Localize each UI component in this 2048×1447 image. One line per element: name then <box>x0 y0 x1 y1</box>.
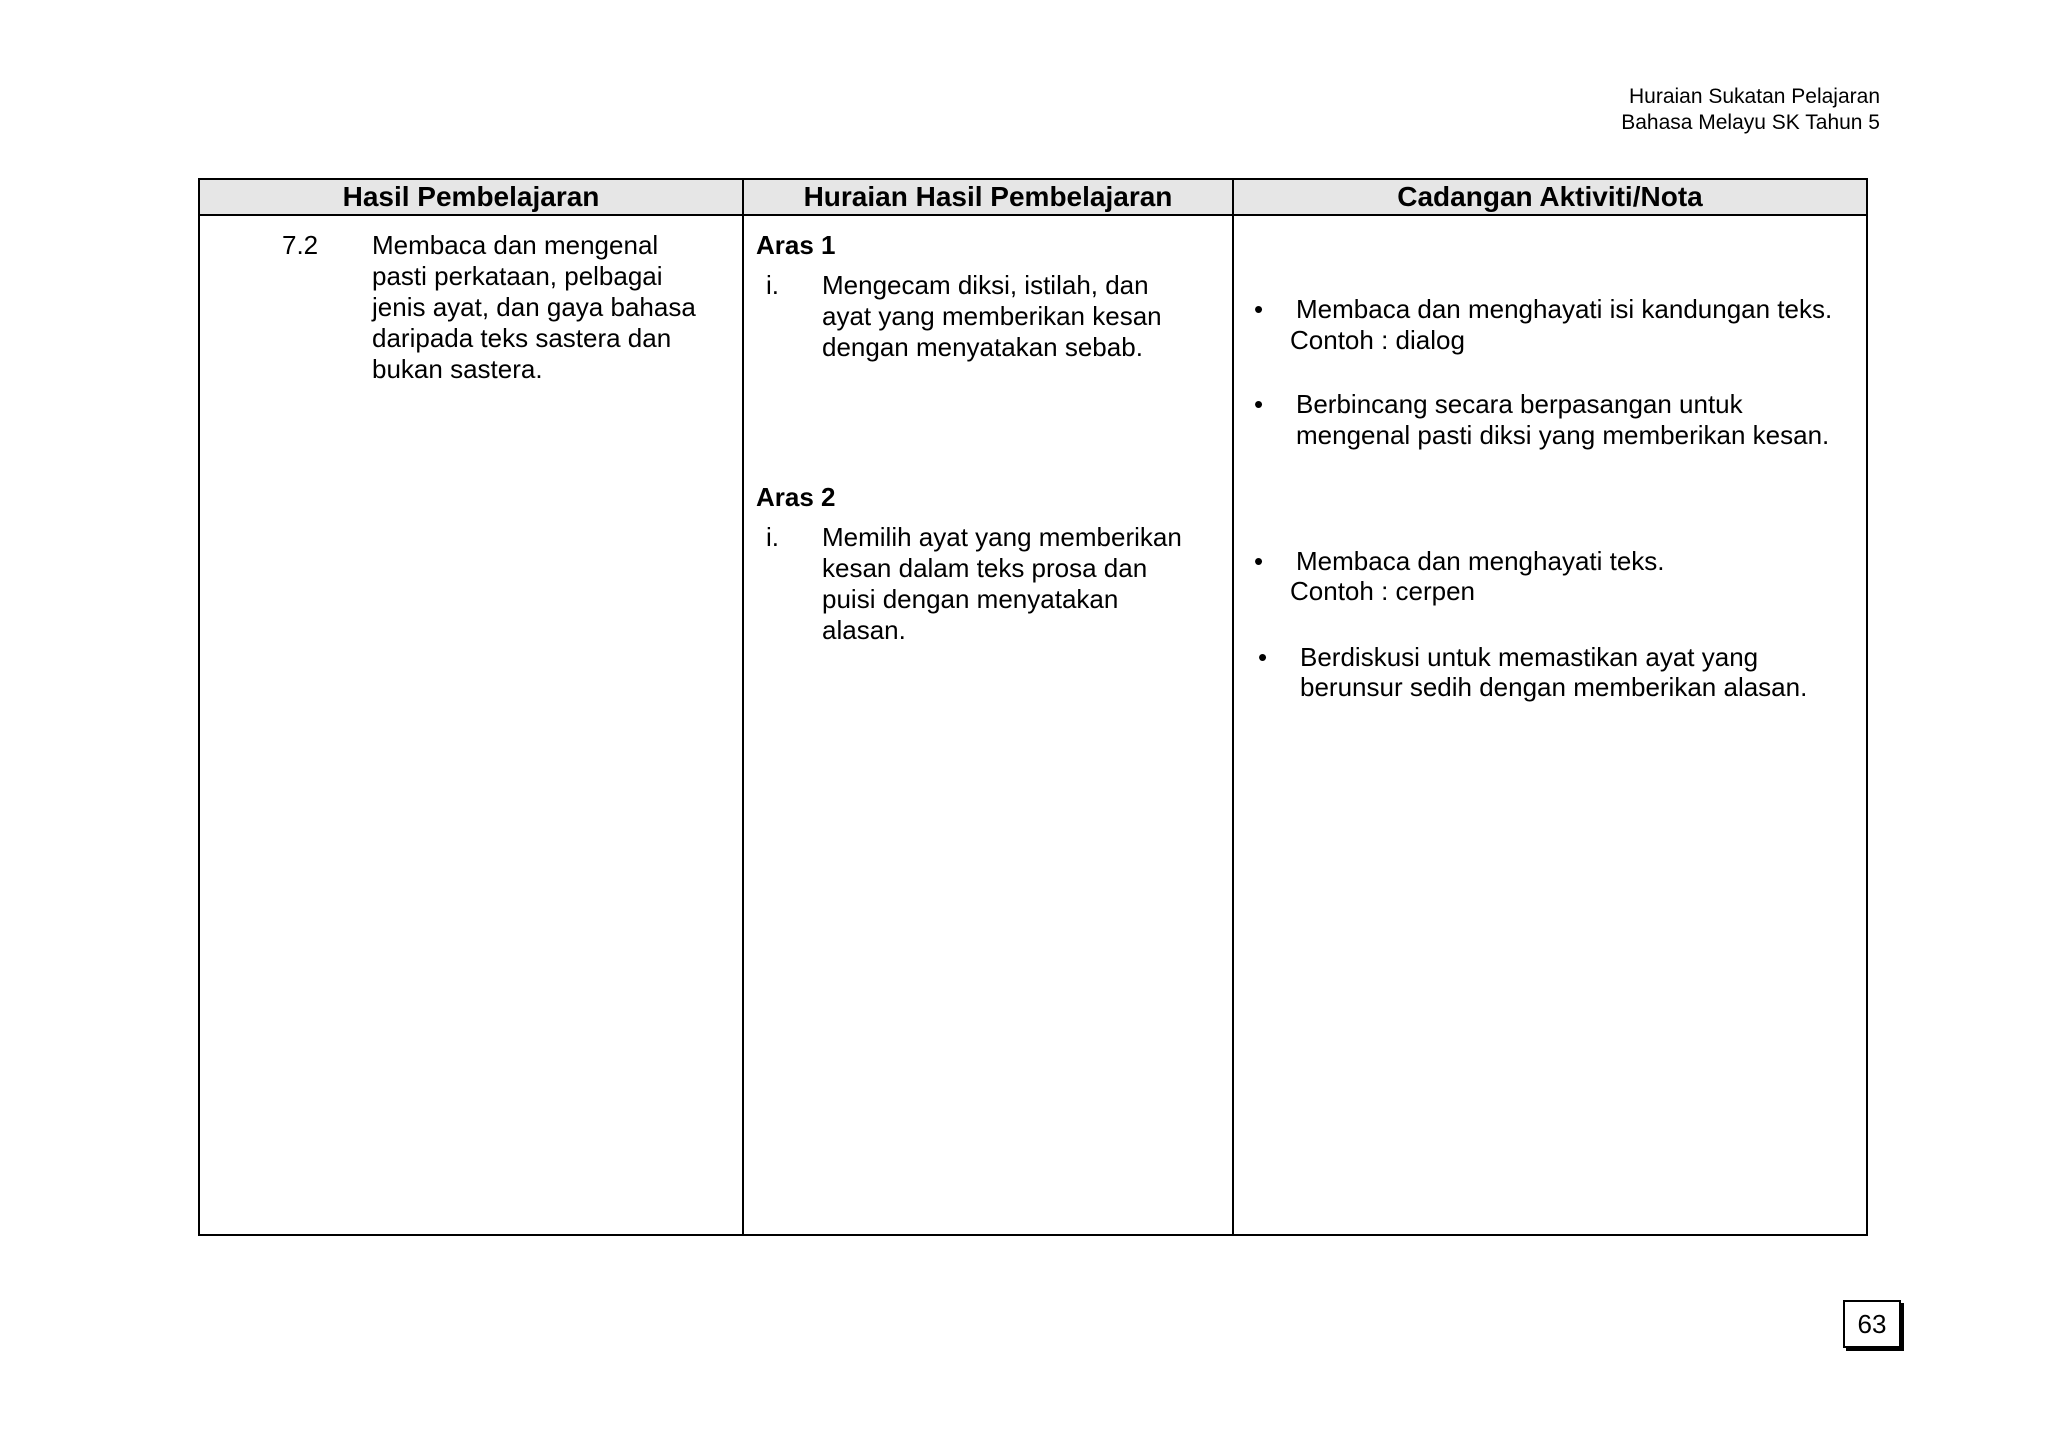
outcome-number: 7.2 <box>282 230 319 260</box>
column-header-activity-suggestions: Cadangan Aktiviti/Nota <box>1233 179 1867 215</box>
item-line: dengan menyatakan sebab. <box>822 332 1143 362</box>
table-row <box>199 215 1867 1235</box>
outcome-text <box>372 230 732 385</box>
level-2-item-marker: i. <box>766 522 779 552</box>
outcome-line: bukan sastera. <box>372 354 543 384</box>
table-header-row <box>199 179 1867 215</box>
item-line: Memilih ayat yang memberikan <box>822 522 1182 552</box>
running-header <box>1621 84 1880 136</box>
level-1-item-text <box>822 270 1222 363</box>
item-line: puisi dengan menyatakan <box>822 584 1119 614</box>
column-header-learning-outcome: Hasil Pembelajaran <box>199 179 743 215</box>
bullet-icon: • <box>1258 642 1268 672</box>
activity-2-line2: mengenal pasti diksi yang memberikan kesan. <box>1296 420 1830 450</box>
item-line: ayat yang memberikan kesan <box>822 301 1162 331</box>
header-title-line1: Huraian Sukatan Pelajaran <box>1629 85 1880 108</box>
outcome-line: pasti perkataan, pelbagai <box>372 261 663 291</box>
activity-3-line1: Membaca dan menghayati teks. <box>1296 546 1665 576</box>
syllabus-table <box>198 178 1868 1236</box>
activity-1-line2: Contoh : dialog <box>1290 325 1465 355</box>
column-header-outcome-description: Huraian Hasil Pembelajaran <box>743 179 1233 215</box>
item-line: kesan dalam teks prosa dan <box>822 553 1148 583</box>
level-2-heading: Aras 2 <box>756 482 836 512</box>
learning-outcome-cell <box>199 215 743 1235</box>
level-1-heading: Aras 1 <box>756 230 836 260</box>
level-2-item-text <box>822 522 1222 646</box>
activity-1-line1: Membaca dan menghayati isi kandungan teks. <box>1296 294 1833 324</box>
outcome-line: Membaca dan mengenal <box>372 230 659 260</box>
activity-suggestions-cell <box>1233 215 1867 1235</box>
bullet-icon: • <box>1254 389 1264 419</box>
item-line: Mengecam diksi, istilah, dan <box>822 270 1149 300</box>
outcome-line: jenis ayat, dan gaya bahasa <box>372 292 696 322</box>
bullet-icon: • <box>1254 294 1264 324</box>
header-title-line2: Bahasa Melayu SK Tahun 5 <box>1621 111 1880 134</box>
activity-4-line2: berunsur sedih dengan memberikan alasan. <box>1300 672 1808 702</box>
item-line: alasan. <box>822 615 906 645</box>
activity-3-line2: Contoh : cerpen <box>1290 576 1476 606</box>
bullet-icon: • <box>1254 546 1264 576</box>
outcome-line: daripada teks sastera dan <box>372 323 672 353</box>
activity-2-line1: Berbincang secara berpasangan untuk <box>1296 389 1743 419</box>
page-number: 63 <box>1843 1300 1901 1348</box>
outcome-description-cell <box>743 215 1233 1235</box>
activity-4-line1: Berdiskusi untuk memastikan ayat yang <box>1300 642 1759 672</box>
level-1-item-marker: i. <box>766 270 779 300</box>
